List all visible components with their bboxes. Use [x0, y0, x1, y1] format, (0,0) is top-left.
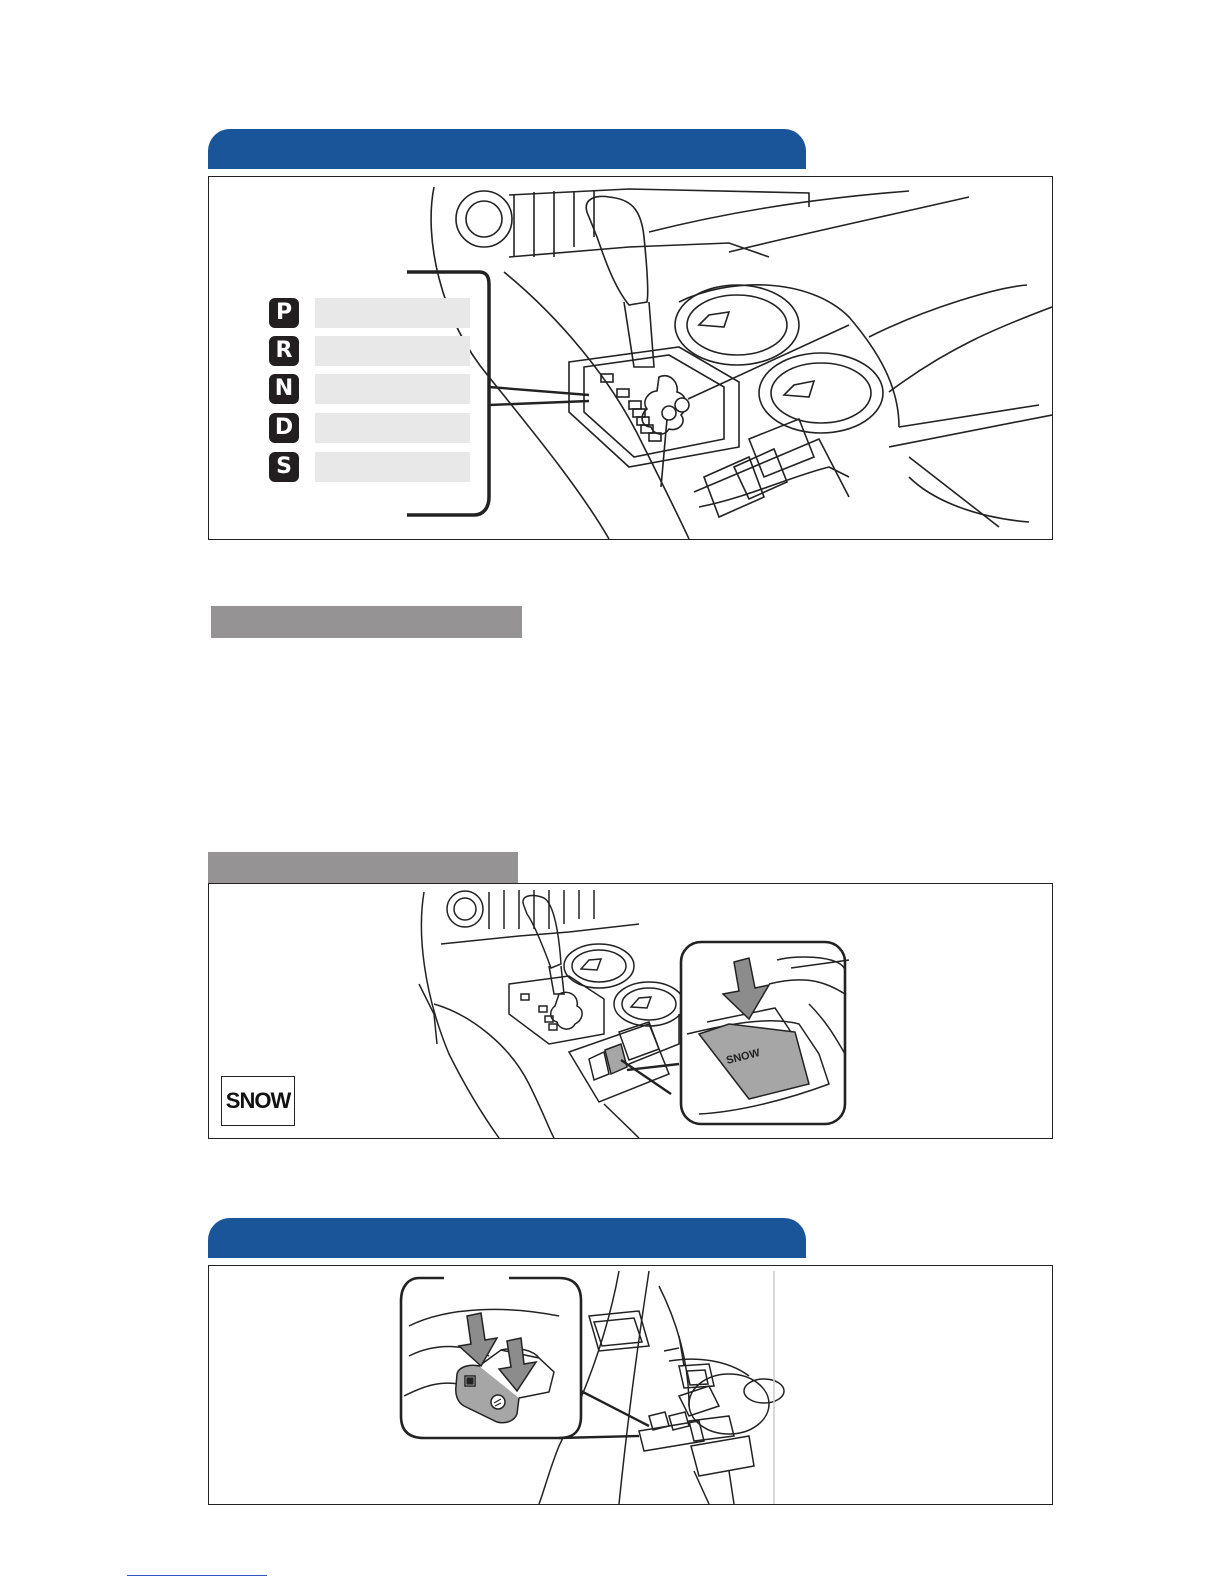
shift-position-description-box: [315, 336, 470, 366]
shift-position-row-d: [269, 413, 474, 443]
snow-mode-console-drawing: [209, 884, 1052, 1138]
fuel-door-hatch-illustration-frame: [208, 1265, 1053, 1505]
section-header-1: [208, 129, 806, 169]
snow-mode-illustration-frame: [208, 883, 1053, 1139]
shift-position-description-box: [315, 413, 470, 443]
shift-position-badge-d: D: [269, 413, 299, 443]
shift-position-badge-n: N: [269, 374, 299, 404]
snow-callout-label: SNOW: [725, 1047, 762, 1067]
shift-position-description-box: [315, 298, 470, 328]
shift-position-badge-s: S: [269, 452, 299, 482]
shift-position-row-p: [269, 298, 474, 328]
snow-button-icon: SNOW: [221, 1076, 295, 1126]
shift-position-badge-r: R: [269, 336, 299, 366]
shift-position-badge-p: P: [269, 298, 299, 328]
section-header-3: [208, 1218, 806, 1258]
shift-position-description-box: [315, 452, 470, 482]
shift-position-row-r: [269, 336, 474, 366]
shift-position-description-box: [315, 374, 470, 404]
footer-link-underline: [127, 1575, 267, 1576]
shift-position-row-n: [269, 374, 474, 404]
shift-position-row-s: [269, 452, 474, 482]
snow-mode-header-bar: [208, 852, 518, 884]
hatch-open-icon: [491, 1395, 505, 1409]
subsection-header-bar: [211, 606, 522, 638]
door-switch-drawing: [209, 1266, 1052, 1504]
shift-lever-illustration-frame: [208, 176, 1053, 540]
